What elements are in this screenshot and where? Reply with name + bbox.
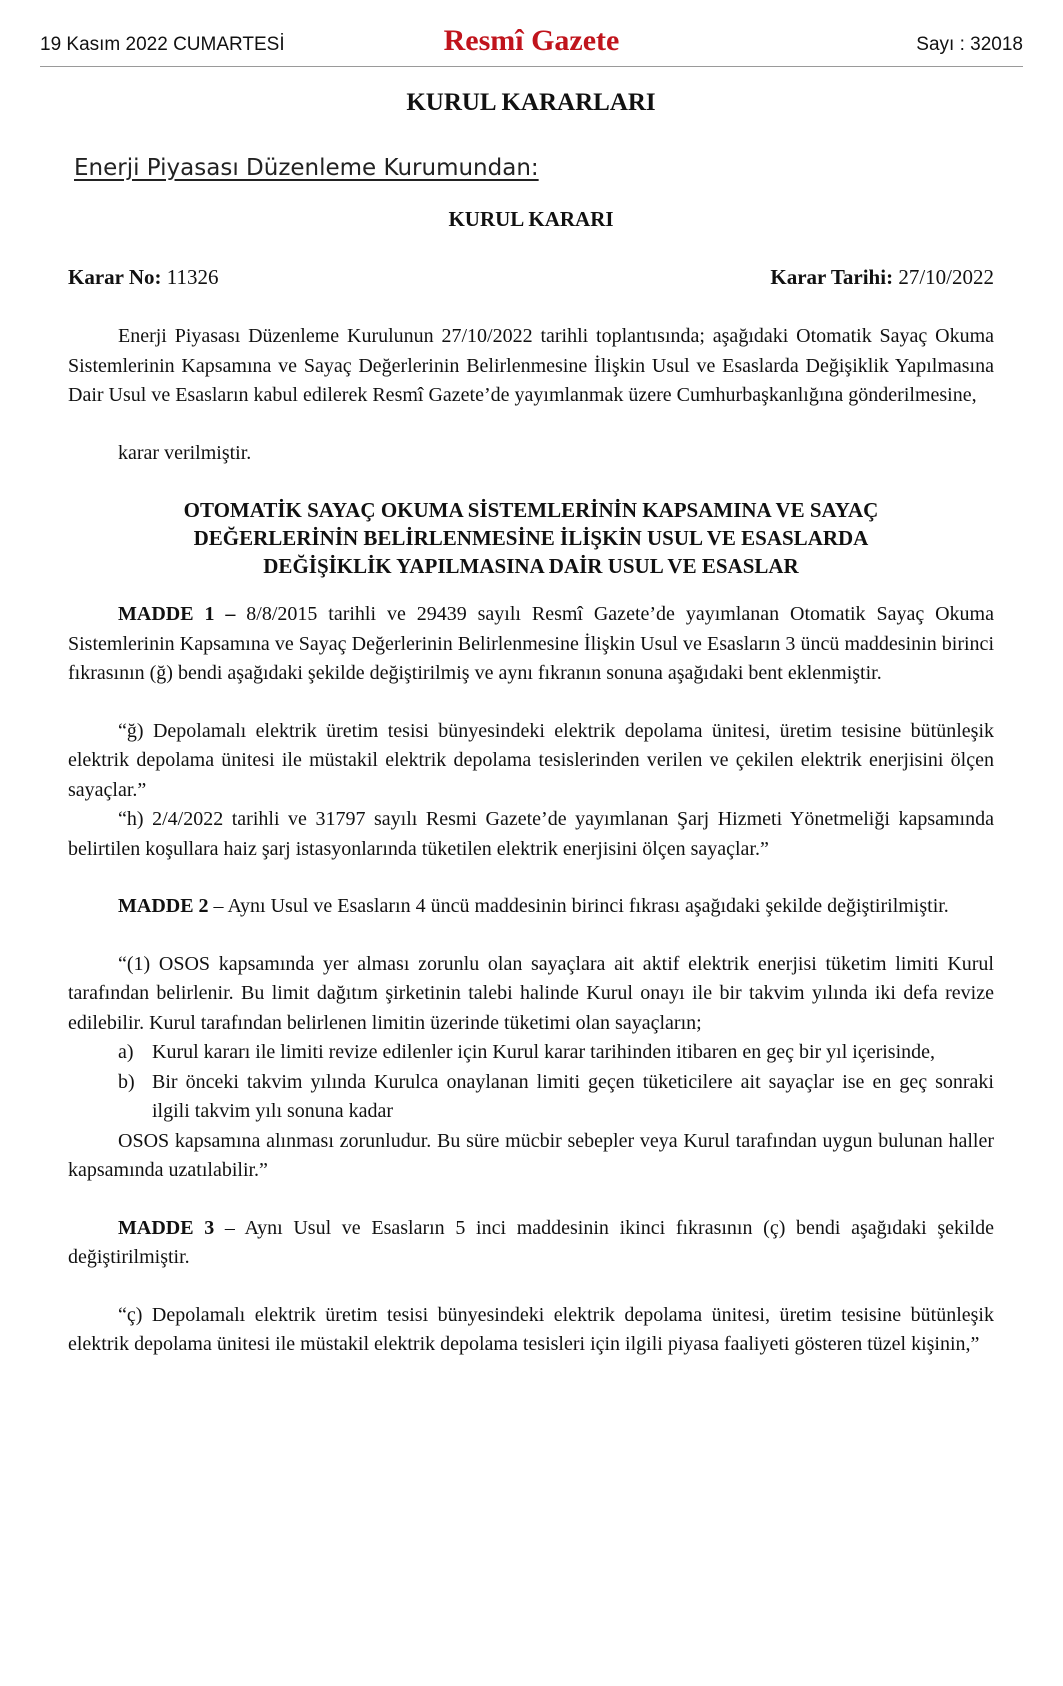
decision-title: KURUL KARARI	[448, 207, 614, 231]
institution-heading: Enerji Piyasası Düzenleme Kurumundan:	[74, 154, 539, 181]
madde-2-quote: “(1) OSOS kapsamında yer alması zorunlu olan sayaçlara ait aktif elektrik enerjisi tüketim limiti Kurul tarafından belirlenir. Bu limit dağıtım şirketinin talebi halinde Kurul onayı ile bir takvim yılında iki defa revize edilebilir. Kurul tarafından belirlenen limitin üzerinde tüketimi olan sayaçların;	[68, 952, 994, 1034]
issue-number: Sayı : 32018	[916, 34, 1023, 55]
decision-date-label: Karar Tarihi:	[770, 264, 894, 289]
madde-2-list	[68, 1038, 994, 1127]
decision-number-label: Karar No:	[68, 264, 162, 289]
verdict-line: karar verilmiştir.	[118, 441, 252, 464]
list-item	[68, 1038, 994, 1068]
list-item-label: b)	[118, 1070, 135, 1093]
decision-number	[68, 263, 219, 293]
madde-3-quote: “ç) Depolamalı elektrik üretim tesisi bünyesindeki elektrik depolama ünitesi, üretim tesisine bütünleşik elektrik depolama ünitesi ile müstakil elektrik depolama tesisleri için ilgili piyasa faaliyeti gösteren tüzel kişinin,”	[68, 1303, 994, 1355]
madde-1-label: MADDE 1 –	[118, 603, 236, 625]
page-header	[40, 24, 1023, 60]
madde-1	[68, 600, 994, 689]
madde-1-text: 8/8/2015 tarihli ve 29439 sayılı Resmî Gazete’de yayımlanan Otomatik Sayaç Okuma Sistemlerinin Kapsamına ve Sayaç Değerlerinin Belirlenmesine İlişkin Usul ve Esasların 3 üncü maddesinin birinci fıkrasının (ğ) bendi aşağıdaki şekilde değiştirilmiş ve aynı fıkranın sonuna aşağıdaki bent eklenmiştir.	[68, 603, 994, 684]
madde-2-closing: OSOS kapsamına alınması zorunludur. Bu süre mücbir sebepler veya Kurul tarafından uygun bulunan haller kapsamında uzatılabilir.”	[68, 1129, 994, 1181]
list-item-label: a)	[118, 1041, 134, 1063]
madde-2	[68, 892, 994, 922]
madde-1-quote-g: “ğ) Depolamalı elektrik üretim tesisi bünyesindeki elektrik depolama ünitesi, üretim tesisine bütünleşik elektrik depolama ünitesi ile müstakil elektrik depolama tesislerinden verilen ve çekilen elektrik enerjisini ölçen sayaçlar.”	[68, 719, 994, 801]
header-divider	[40, 66, 1023, 67]
intro-paragraph: Enerji Piyasası Düzenleme Kurulunun 27/10/2022 tarihli toplantısında; aşağıdaki Otomatik Sayaç Okuma Sistemlerinin Kapsamına ve Sayaç Değerlerinin Belirlenmesine İlişkin Usul ve Esaslarda Değişiklik Yapılmasına Dair Usul ve Esasların kabul edilerek Resmî Gazete’de yayımlanmak üzere Cumhurbaşkanlığına gönderilmesine,	[68, 325, 994, 406]
list-item-text: Bir önceki takvim yılında Kurulca onaylanan limiti geçen tüketicilere ait sayaçlar ise en geç sonraki ilgili takvim yılı sonuna kadar	[152, 1070, 994, 1122]
list-item-text: Kurul kararı ile limiti revize edilenler için Kurul karar tarihinden itibaren en geç bir yıl içerisinde,	[152, 1041, 936, 1063]
madde-2-text: – Aynı Usul ve Esasların 4 üncü maddesinin birinci fıkrası aşağıdaki şekilde değiştirilmiştir.	[208, 895, 949, 917]
madde-2-label: MADDE 2	[118, 895, 209, 917]
header-date: 19 Kasım 2022 CUMARTESİ	[40, 34, 285, 55]
regulation-title-line-1: OTOMATİK SAYAÇ OKUMA SİSTEMLERİNİN KAPSAMINA VE SAYAÇ	[183, 498, 879, 522]
list-item	[68, 1068, 994, 1127]
madde-3-text: – Aynı Usul ve Esasların 5 inci maddesinin ikinci fıkrasının (ç) bendi aşağıdaki şekilde değiştirilmiştir.	[68, 1216, 995, 1268]
regulation-title-line-2: DEĞERLERİNİN BELİRLENMESİNE İLİŞKİN USUL VE ESASLARDA	[193, 526, 869, 550]
regulation-title	[68, 496, 994, 580]
document-body	[68, 88, 994, 1360]
madde-1-quote-h: “h) 2/4/2022 tarihli ve 31797 sayılı Resmi Gazete’de yayımlanan Şarj Hizmeti Yönetmeliği kapsamında belirtilen koşullara haiz şarj istasyonlarında tüketilen elektrik enerjisini ölçen sayaçlar.”	[68, 808, 994, 860]
decision-date-value: 27/10/2022	[898, 264, 994, 289]
decision-date	[770, 263, 994, 293]
decision-number-value: 11326	[166, 264, 219, 289]
madde-3-label: MADDE 3	[118, 1216, 215, 1239]
gazette-title: Resmî Gazete	[443, 24, 620, 57]
madde-3	[68, 1214, 994, 1273]
section-title: KURUL KARARLARI	[406, 89, 656, 116]
decision-meta	[68, 263, 994, 293]
regulation-title-line-3: DEĞİŞİKLİK YAPILMASINA DAİR USUL VE ESASLAR	[263, 554, 799, 578]
